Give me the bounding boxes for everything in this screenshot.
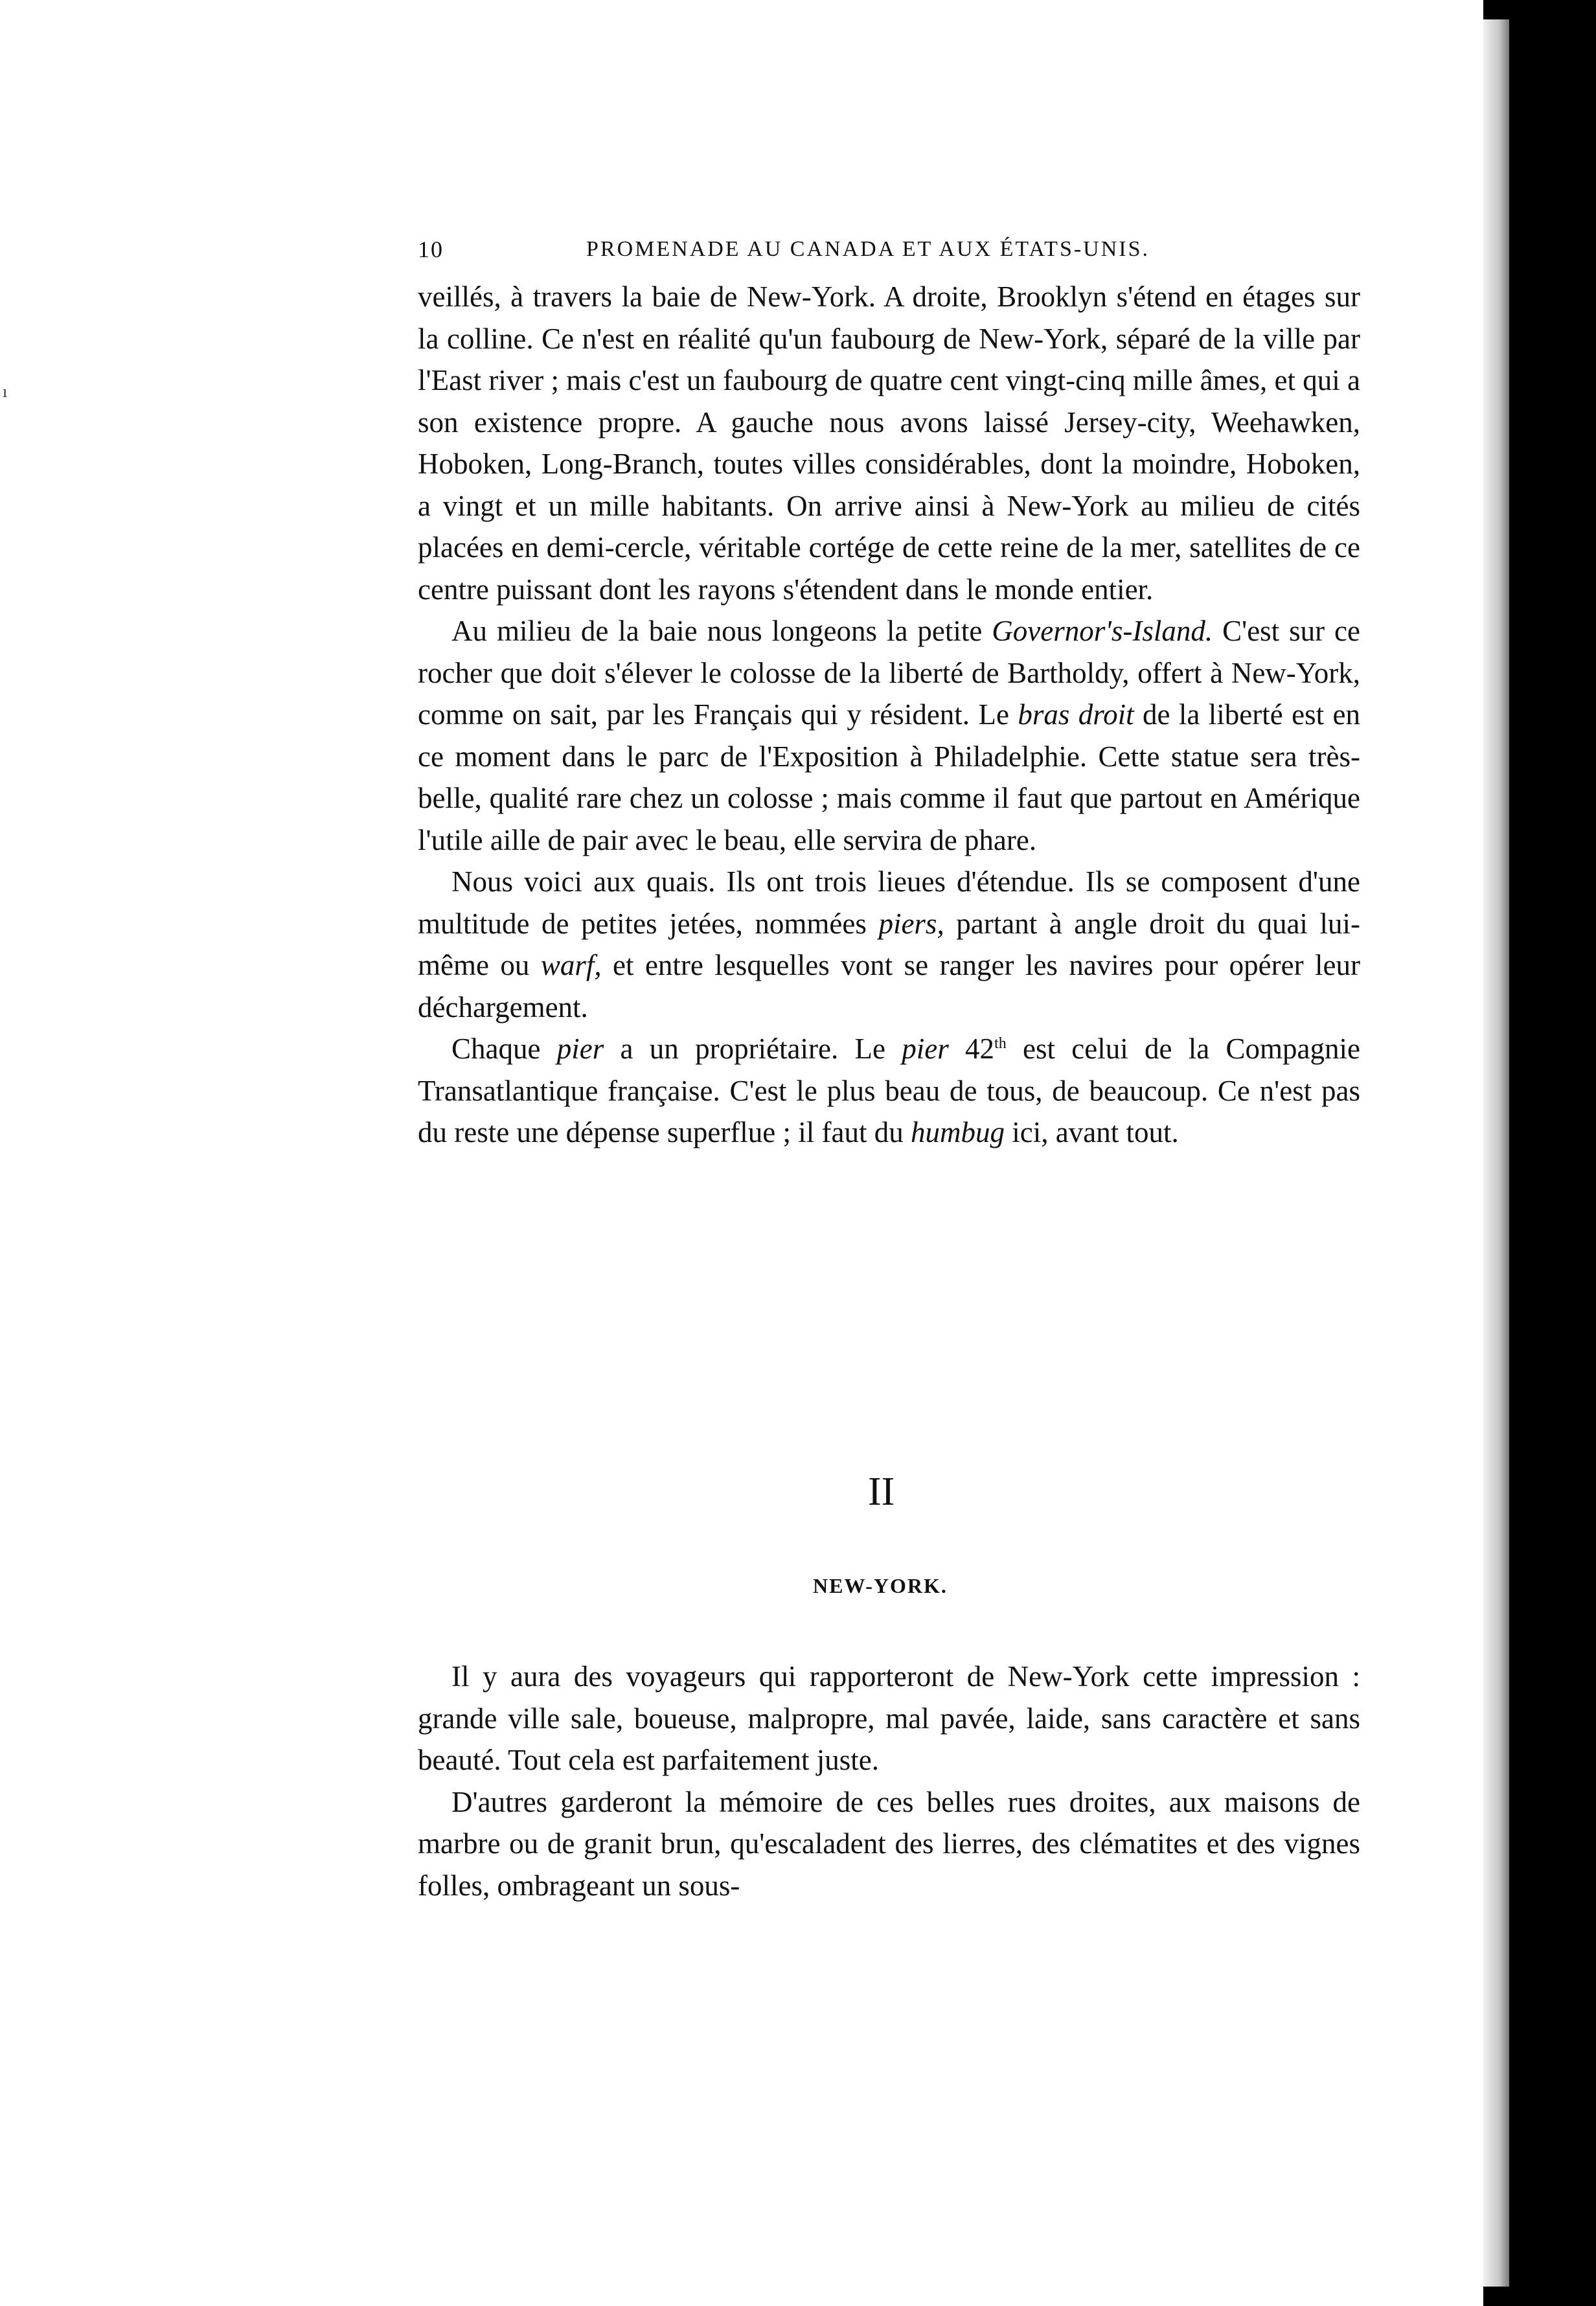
text-run: a un propriétaire. Le [604,1033,902,1065]
ordinal-superscript: th [994,1035,1007,1052]
section-1-text [418,276,1360,1154]
running-head [418,233,1218,266]
page-edge [1483,19,1509,2287]
chapter-title: NEW-YORK. [813,1574,948,1597]
paragraph-continuation: veillés, à travers la baie de New-York. A droite, Brooklyn s'étend en étages sur la colline. Ce n'est en réalité qu'un faubourg de New-York, séparé de la ville par l'East river ; mais c'est un faubourg de quatre cent vingt-cinq mille âmes, et qui a son existence propre. A gauche nous avons laissé Jersey-city, Weehawken, Hoboken, Long-Branch, toutes villes considérables, dont la moindre, Hoboken, a vingt et un mille habitants. On arrive ainsi à New-York au milieu de cités placées en demi-cercle, véritable cortége de cette reine de la mer, satellites de ce centre puissant dont les rayons s'étendent dans le monde entier. [418,280,1360,606]
paragraph-impression: Il y aura des voyageurs qui rapporteront de New-York cette impression : grande ville sale, boueuse, malpropre, mal pavée, laide, sans caractère et sans beauté. Tout cela est parfaitement juste. [418,1660,1360,1776]
italic-humbug: humbug [911,1116,1005,1148]
text-run: de la liberté est en ce moment dans le parc de l'Exposition à Philadelphie. Cette statue sera très-belle, qualité rare chez un colosse ; mais comme il faut que partout en Amérique l'utile aille de pair avec le beau, elle servira de phare. [418,698,1360,856]
section-2-text [418,1656,1360,1906]
page-number: 10 [418,236,444,262]
pier-number: 42 [948,1033,995,1065]
paragraph-belles-rues: D'autres garderont la mémoire de ces belles rues droites, aux maisons de marbre ou de granit brun, qu'escaladent des lierres, des clématites et des vignes folles, ombrageant un sous- [418,1785,1360,1902]
margin-mark: ı [3,382,8,401]
text-run: et entre lesquelles vont se ranger les navires pour opérer leur déchargement. [418,949,1360,1023]
italic-piers: piers, [878,907,944,940]
running-title: PROMENADE AU CANADA ET AUX ÉTATS-UNIS. [586,237,1150,261]
text-run: ici, avant tout. [1005,1116,1179,1148]
text-run: est celui de la Compagnie Transatlantique française. C'est le plus beau de tous, de beaucoup. Ce n'est pas du reste une dépense superflue ; il faut du [418,1033,1360,1148]
text-run: Au milieu de la baie nous longeons la petite [451,615,992,647]
italic-governors-island: Governor's-Island. [992,615,1213,647]
italic-pier: pier [902,1033,949,1065]
text-run: Chaque [451,1033,557,1065]
paragraph-governors-island [418,610,1360,861]
italic-pier: pier [556,1033,604,1065]
paragraph-pier [418,1028,1360,1154]
paragraph-quais [418,861,1360,1028]
text-run: Nous voici aux quais. Ils ont trois lieues d'étendue. Ils se composent d'une multitude de petites jetées, nommées [418,865,1360,940]
italic-warf: warf, [540,949,602,981]
italic-bras-droit: bras droit [1018,698,1134,731]
chapter-numeral: II [868,1470,895,1514]
text-run: partant à angle droit du quai lui-même ou [418,907,1360,981]
text-run: C'est sur ce rocher que doit s'élever le colosse de la liberté de Bartholdy, offert à New-York, comme on sait, par les Français qui y résident. Le [418,615,1360,731]
